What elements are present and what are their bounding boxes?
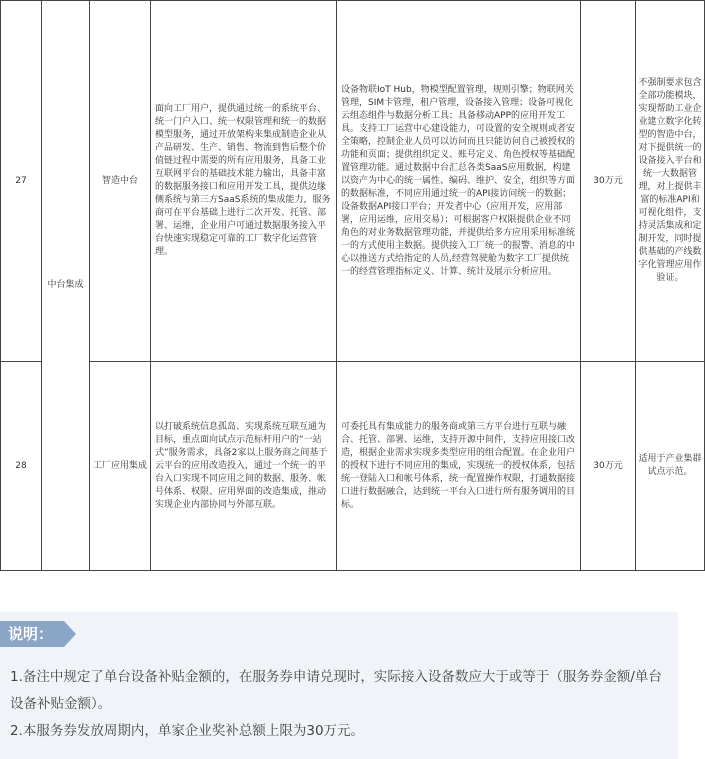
service-amount: 30万元 <box>581 362 636 571</box>
service-scope: 设备物联IoT Hub，物模型配置管理，规则引擎；物联网关管理，SIM卡管理，租户管理，设备接入管理；设备可视化云组态组件与数据分析工具；具备移动APP的应用开发工具。支持工厂运营中心建设能力，可设置的安全规则或者安全策略，控制企业人员可以访问而且只能访问自己被授权的功能和页面；提供组织定义、账号定义、角色授权等基础配置管理功能。通过数据中台汇总各类SaaS应用数据，构建以资产为中心的统一属性、编码、维护、安全，组织等方面的数据标准，不同应用通过统一的API接访问统一的数据；设备数据API接口平台；开发者中心（应用开发，应用部署，应用运维，应用交易）；可根据客户权限提供企业不同角色的对业务数据管理功能，并提供给多方应用采用标准统一的方式使用主数据。提供接入工厂统一的报警、消息的中心以推送方式给指定的人员,经营驾驶舱为数字工厂提供统一的经营管理指标定义、计算、统计及展示分析应用。 <box>337 1 581 362</box>
explanation-lines <box>10 664 674 745</box>
service-description: 面向工厂用户，提供通过统一的系统平台、统一门户入口、统一权限管理和统一的数据模型服务，通过开放架构来集成制造企业从产品研发、生产、销售、物流到售后整个价值链过程中需要的所有应用服务，具备工业互联网平台的基础技术能力输出，具备丰富的数据服务接口和应用开发工具，提供边缘侧系统与第三方SaaS系统的集成能力，服务商可在平台基础上进行二次开发、托管、部署、运维，企业用户可通过数据服务接入平台快速实现稳定可靠的工厂数字化运营管理。 <box>151 1 337 362</box>
table-row <box>1 362 705 571</box>
table-row <box>1 1 705 362</box>
row-number: 28 <box>1 362 42 571</box>
service-name: 工厂应用集成 <box>90 362 151 571</box>
service-note: 适用于产业集群试点示范。 <box>636 362 705 571</box>
service-amount: 30万元 <box>581 1 636 362</box>
service-scope: 可委托具有集成能力的服务商或第三方平台进行互联与融合、托管、部署、运维，支持开源中间件，支持应用接口改造，根据企业需求实现多类型应用的组合配置。在企业用户的授权下进行不同应用的集成，实现统一的授权体系，包括统一登陆入口和帐号体系，统一配置操作权限，打通数据接口进行数据融合，达到统一平台入口进行所有服务调用的目标。 <box>337 362 581 571</box>
explanation-title: 说明： <box>0 621 64 647</box>
category-cell: 中台集成 <box>42 1 90 571</box>
service-note: 不强制要求包含全部功能模块，实现帮助工业企业建立数字化转型的智造中台，对下提供统一的设备接入平台和统一大数据管理，对上提供丰富的标准API和可视化组件，支持灵活集成和定制开发，同时提供基础的产线数字化管理应用作验证。 <box>636 1 705 362</box>
service-name: 智造中台 <box>90 1 151 362</box>
explanation-line: 2.本服务券发放周期内，单家企业奖补总额上限为30万元。 <box>10 723 365 739</box>
row-number: 27 <box>1 1 42 362</box>
explanation-section <box>0 612 678 759</box>
service-description: 以打破系统信息孤岛、实现系统互联互通为目标，重点面向试点示范标杆用户的“一站式”服务需求，具备2家以上服务商之间基于云平台的应用改造投入，通过一个统一的平台入口实现不同应用之间的数据、服务、帐号体系、权限、应用界面的改造集成，推动实现企业内部协同与外部互联。 <box>151 362 337 571</box>
explanation-line: 1.备注中规定了单台设备补贴金额的，在服务券申请兑现时，实际接入设备数应大于或等于（服务券金额/单台设备补贴金额）。 <box>10 669 662 712</box>
